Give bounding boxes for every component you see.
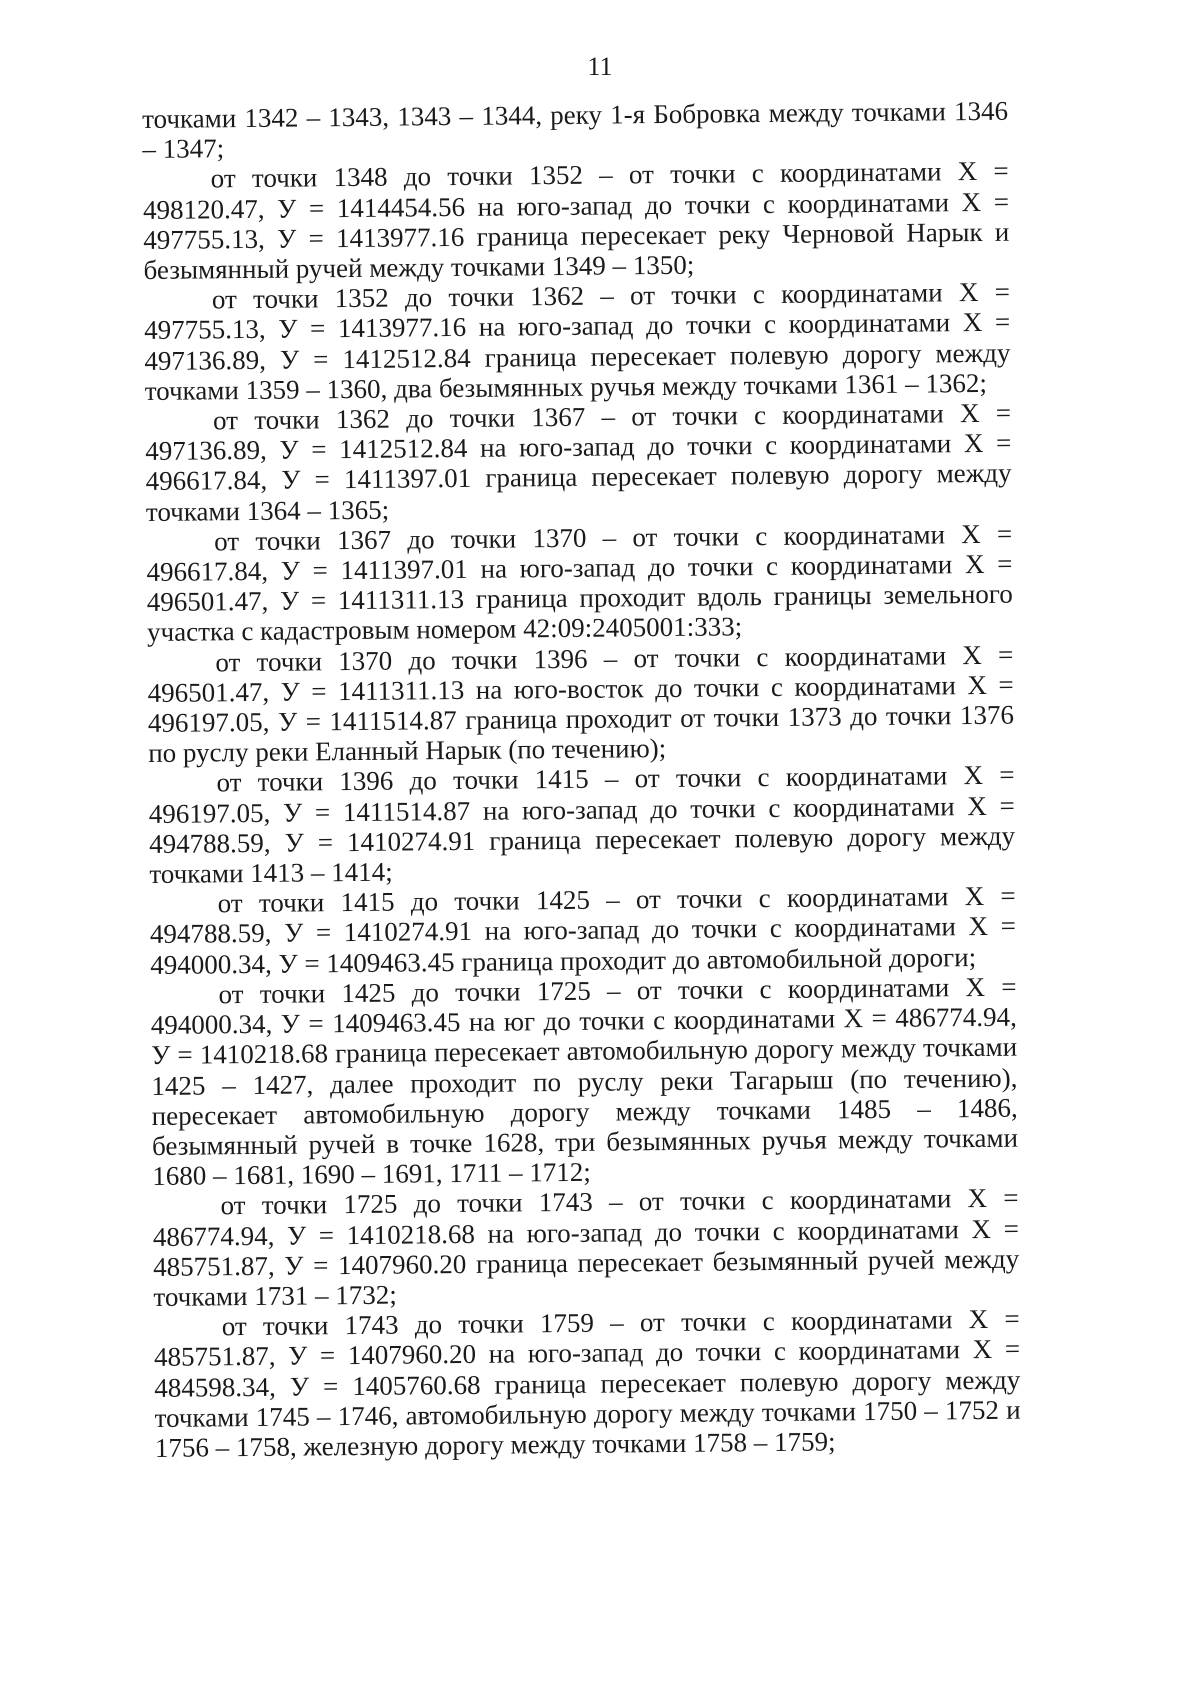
paragraph-11: от точки 1743 до точки 1759 – от точки с координатами X = 485751.87, У = 1407960.20 на юго-запад до точки с координатами X = 484598.34, У = 1405760.68 граница пересекает полевую дорогу между точками 1745 – 1746, автомобильную дорогу между точками 1750 – 1752 и 1756 – 1758, железную дорогу между точками 1758 – 1759; bbox=[153, 1303, 1021, 1463]
paragraph-10: от точки 1725 до точки 1743 – от точки с координатами X = 486774.94, У = 1410218.68 на юго-запад до точки с координатами X = 485751.87, У = 1407960.20 граница пересекает безымянный ручей между точками 1731 – 1732; bbox=[152, 1182, 1020, 1312]
paragraph-8: от точки 1415 до точки 1425 – от точки с координатами X = 494788.59, У = 1410274.91 на юго-запад до точки с координатами X = 494000.34, У = 1409463.45 граница проходит до автомобильной дороги; bbox=[149, 880, 1017, 980]
paragraph-1: точками 1342 – 1343, 1343 – 1344, реку 1-я Бобровка между точками 1346 – 1347; bbox=[142, 95, 1009, 165]
paragraph-9: от точки 1425 до точки 1725 – от точки с координатами X = 494000.34, У = 1409463.45 на юг до точки с координатами X = 486774.94, У = 1410218.68 граница пересекает автомобильную дорогу между точками 1425 – 1427, далее проходит по руслу реки Тагарыш (по течению), пересекает автомобильную дорогу между точками 1485 – 1486, безымянный ручей в точке 1628, три безымянных ручья между точками 1680 – 1681, 1690 – 1691, 1711 – 1712; bbox=[150, 971, 1019, 1192]
paragraph-7: от точки 1396 до точки 1415 – от точки с координатами X = 496197.05, У = 1411514.87 на юго-запад до точки с координатами X = 494788.59, У = 1410274.91 граница пересекает полевую дорогу между точками 1413 – 1414; bbox=[148, 760, 1016, 890]
page-number: 11 bbox=[587, 52, 613, 81]
paragraph-3: от точки 1352 до точки 1362 – от точки с координатами X = 497755.13, У = 1413977.16 на юго-запад до точки с координатами X = 497136.89, У = 1412512.84 граница пересекает полевую дорогу между точками 1359 – 1360, два безымянных ручья между точками 1361 – 1362; bbox=[144, 276, 1011, 406]
paragraph-4: от точки 1362 до точки 1367 – от точки с координатами X = 497136.89, У = 1412512.84 на юго-запад до точки с координатами X = 496617.84, У = 1411397.01 граница пересекает полевую дорогу между точками 1364 – 1365; bbox=[145, 397, 1012, 527]
document-body bbox=[142, 96, 1021, 1463]
paragraph-5: от точки 1367 до точки 1370 – от точки с координатами X = 496617.84, У = 1411397.01 на юго-запад до точки с координатами X = 496501.47, У = 1411311.13 граница проходит вдоль границы земельного участка с кадастровым номером 42:09:2405001:333; bbox=[146, 518, 1013, 648]
paragraph-2: от точки 1348 до точки 1352 – от точки с координатами X = 498120.47, У = 1414454.56 на юго-запад до точки с координатами X = 497755.13, У = 1413977.16 граница пересекает реку Черновой Нарык и безымянный ручей между точками 1349 – 1350; bbox=[142, 156, 1010, 286]
paragraph-6: от точки 1370 до точки 1396 – от точки с координатами X = 496501.47, У = 1411311.13 на юго-восток до точки с координатами X = 496197.05, У = 1411514.87 граница проходит от точки 1373 до точки 1376 по руслу реки Еланный Нарык (по течению); bbox=[147, 639, 1015, 769]
